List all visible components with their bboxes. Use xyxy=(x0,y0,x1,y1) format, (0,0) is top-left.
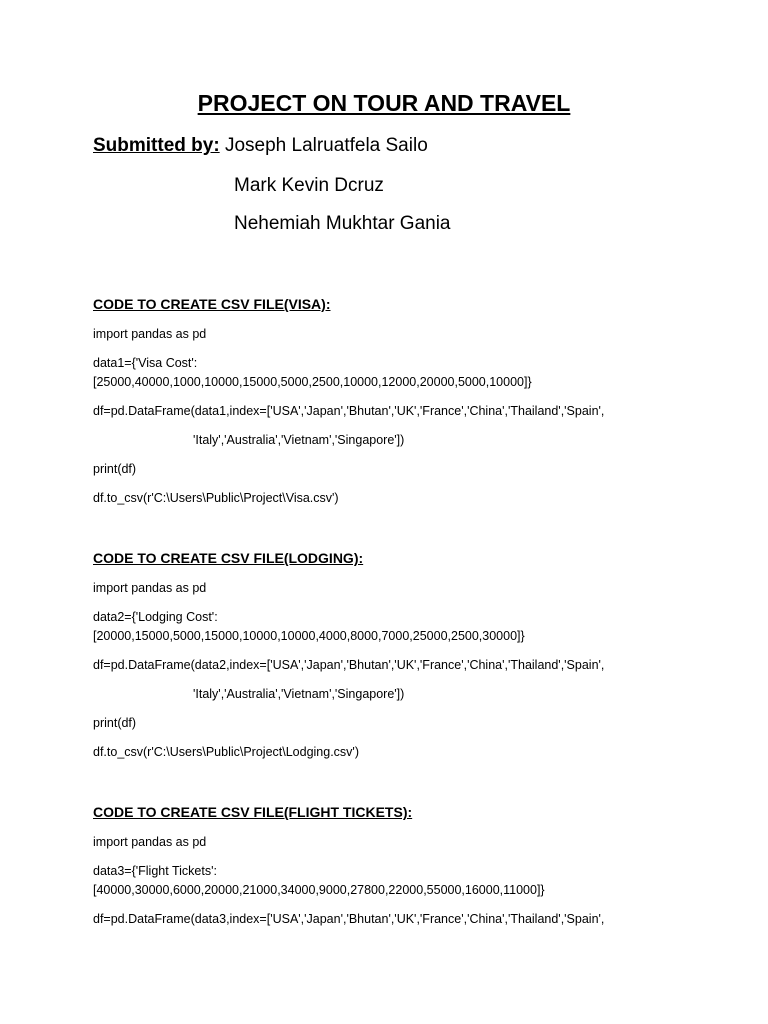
code-line: df.to_csv(r'C:\Users\Public\Project\Visa.csv') xyxy=(93,491,339,505)
member-name: Mark Kevin Dcruz xyxy=(234,175,384,196)
submitted-by-label: Submitted by: xyxy=(93,135,220,156)
code-line: import pandas as pd xyxy=(93,327,207,341)
section-heading-visa: CODE TO CREATE CSV FILE(VISA): xyxy=(93,296,331,312)
member-name: Joseph Lalruatfela Sailo xyxy=(224,135,428,156)
code-line: print(df) xyxy=(93,716,137,730)
code-line: 'Italy','Australia','Vietnam','Singapore']) xyxy=(193,433,405,447)
section-heading-flight-tickets: CODE TO CREATE CSV FILE(FLIGHT TICKETS): xyxy=(93,804,413,820)
member-name: Nehemiah Mukhtar Gania xyxy=(234,213,451,234)
code-line: data3={'Flight Tickets': xyxy=(93,864,217,878)
code-line: import pandas as pd xyxy=(93,581,207,595)
code-line: df=pd.DataFrame(data2,index=['USA','Japan','Bhutan','UK','France','China','Thailand','Spain', xyxy=(93,658,605,672)
code-line: 'Italy','Australia','Vietnam','Singapore']) xyxy=(193,687,405,701)
submitted-by-line xyxy=(93,135,428,157)
code-line: [40000,30000,6000,20000,21000,34000,9000,27800,22000,55000,16000,11000]} xyxy=(93,883,545,897)
code-line: [20000,15000,5000,15000,10000,10000,4000,8000,7000,25000,2500,30000]} xyxy=(93,629,525,643)
section-heading-lodging: CODE TO CREATE CSV FILE(LODGING): xyxy=(93,550,364,566)
code-line: print(df) xyxy=(93,462,137,476)
code-line: data1={'Visa Cost': xyxy=(93,356,198,370)
page-title: PROJECT ON TOUR AND TRAVEL xyxy=(197,90,571,116)
code-line: df=pd.DataFrame(data3,index=['USA','Japan','Bhutan','UK','France','China','Thailand','Spain', xyxy=(93,912,605,926)
code-line: df.to_csv(r'C:\Users\Public\Project\Lodging.csv') xyxy=(93,745,359,759)
code-line: df=pd.DataFrame(data1,index=['USA','Japan','Bhutan','UK','France','China','Thailand','Spain', xyxy=(93,404,605,418)
code-line: [25000,40000,1000,10000,15000,5000,2500,10000,12000,20000,5000,10000]} xyxy=(93,375,532,389)
code-line: data2={'Lodging Cost': xyxy=(93,610,218,624)
code-line: import pandas as pd xyxy=(93,835,207,849)
